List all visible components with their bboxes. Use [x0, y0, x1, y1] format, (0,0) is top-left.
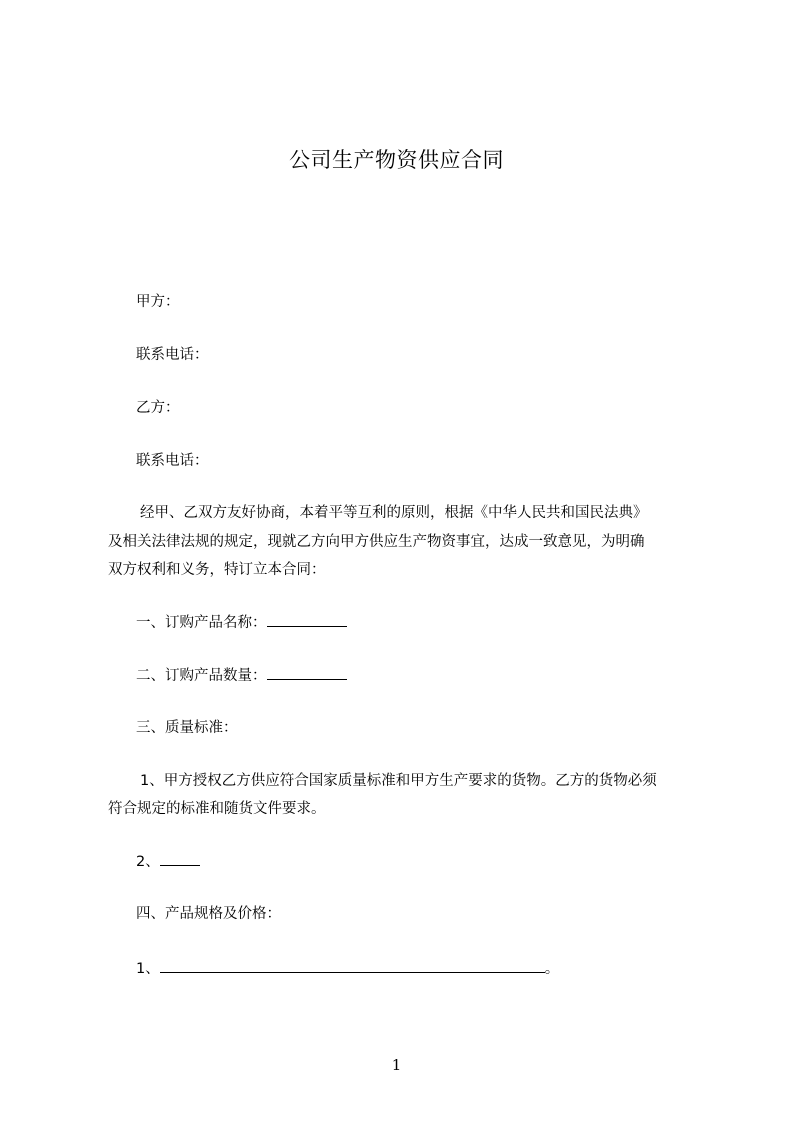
section-1-product-name [136, 612, 347, 633]
contract-title: 公司生产物资供应合同 [289, 148, 504, 172]
preamble-line-3: 双方权利和义务，特订立本合同： [108, 562, 326, 578]
section-4-label: 四、产品规格及价格： [136, 906, 281, 922]
quality-item-2-label: 2、 [136, 854, 160, 870]
spec-item-1-blank [160, 958, 545, 973]
spec-item-1 [136, 958, 559, 979]
section-3-label: 三、质量标准： [136, 720, 238, 736]
section-2-product-quantity [136, 665, 347, 686]
preamble-line-2: 及相关法律法规的规定，现就乙方向甲方供应生产物资事宜，达成一致意见，为明确 [108, 534, 645, 550]
party-b-label: 乙方： [136, 400, 180, 416]
section-1-label: 一、订购产品名称： [136, 615, 267, 631]
quality-item-1-line-1: 1、甲方授权乙方供应符合国家质量标准和甲方生产要求的货物。乙方的货物必须 [140, 773, 657, 789]
quality-item-2 [136, 851, 200, 872]
product-name-blank [267, 612, 347, 627]
party-b-phone-label: 联系电话： [136, 453, 209, 469]
party-a-phone-label: 联系电话： [136, 347, 209, 363]
party-a-label: 甲方： [136, 294, 180, 310]
product-quantity-blank [267, 665, 347, 680]
spec-item-1-label: 1、 [136, 961, 160, 977]
spec-item-1-end: 。 [544, 961, 560, 977]
quality-item-1-line-2: 符合规定的标准和随货文件要求。 [108, 801, 326, 817]
preamble-line-1: 经甲、乙双方友好协商，本着平等互利的原则，根据《中华人民共和国民法典》 [140, 505, 648, 521]
section-2-label: 二、订购产品数量： [136, 668, 267, 684]
quality-item-2-blank [160, 851, 200, 866]
page-number: 1 [391, 1056, 402, 1074]
